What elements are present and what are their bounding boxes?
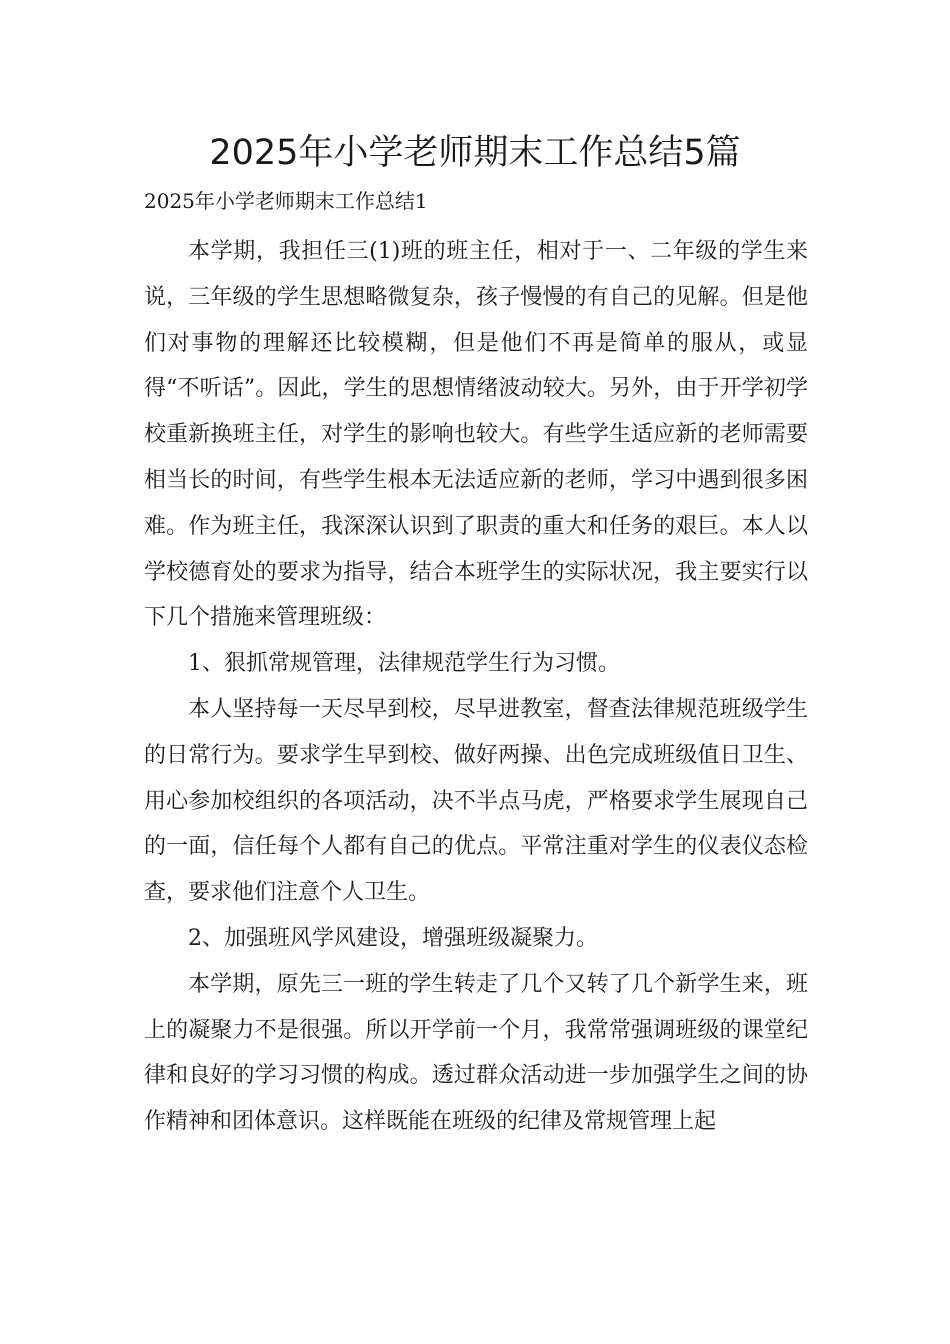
paragraph-class-cohesion: 本学期，原先三一班的学生转走了几个又转了几个新学生来，班上的凝聚力不是很强。所以开学前一个月，我常常强调班级的课堂纪律和良好的学习习惯的构成。透过群众活动进一步加强学生之间的协作精神和团体意识。这样既能在班级的纪律及常规管理上起 (144, 971, 808, 1135)
paragraph-intro: 本学期，我担任三(1)班的班主任，相对于一、二年级的学生来说，三年级的学生思想略微复杂，孩子慢慢的有自己的见解。但是他们对事物的理解还比较模糊，但是他们不再是简单的服从，或显得“不听话”。因此，学生的思想情绪波动较大。另外，由于开学初学校重新换班主任，对学生的影响也较大。有些学生适应新的老师需要相当长的时间，有些学生根本无法适应新的老师，学习中遇到很多困难。作为班主任，我深深认识到了职责的重大和任务的艰巨。本人以学校德育处的要求为指导，结合本班学生的实际状况，我主要实行以下几个措施来管理班级： (144, 239, 808, 631)
paragraph-heading-2: 2、加强班风学风建设，增强班级凝聚力。 (188, 925, 598, 951)
document-body (144, 229, 808, 1145)
paragraph-heading-1: 1、狠抓常规管理，法律规范学生行为习惯。 (188, 651, 620, 677)
paragraph-routine-management: 本人坚持每一天尽早到校，尽早进教室，督查法律规范班级学生的日常行为。要求学生早到校、做好两操、出色完成班级值日卫生、用心参加校组织的各项活动，决不半点马虎，严格要求学生展现自己的一面，信任每个人都有自己的优点。平常注重对学生的仪表仪态检查，要求他们注意个人卫生。 (144, 696, 808, 906)
section-heading: 2025年小学老师期末工作总结1 (144, 189, 428, 213)
document-title: 2025年小学老师期末工作总结5篇 (209, 133, 741, 173)
